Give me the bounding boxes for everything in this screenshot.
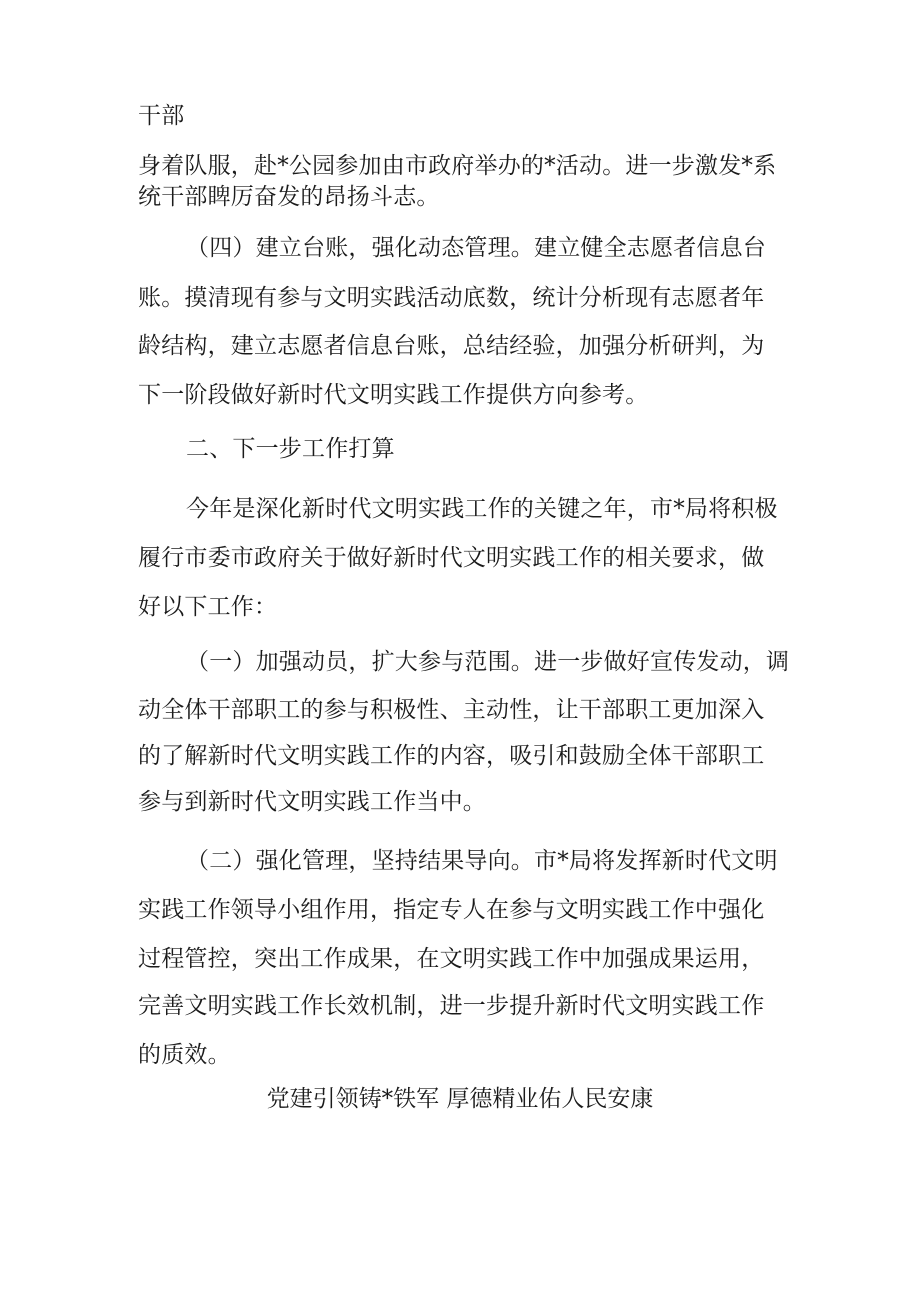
paragraph-line: 履行市委市政府关于做好新时代文明实践工作的相关要求，做 [138, 545, 765, 571]
paragraph-line: 动全体干部职工的参与积极性、主动性，让干部职工更加深入 [138, 697, 765, 723]
paragraph-line: 过程管控，突出工作成果，在文明实践工作中加强成果运用， [138, 946, 765, 972]
paragraph-line: 参与到新时代文明实践工作当中。 [138, 789, 486, 815]
paragraph-line: 下一阶段做好新时代文明实践工作提供方向参考。 [138, 382, 649, 408]
paragraph-line: 好以下工作： [138, 594, 278, 620]
paragraph-line: 的质效。 [138, 1042, 231, 1068]
section-heading-next-steps: 二、下一步工作打算 [186, 436, 395, 462]
slogan: 党建引领铸*铁军 厚德精业佑人民安康 [266, 1086, 654, 1112]
paragraph-continuation-line: 干部 [138, 103, 185, 129]
paragraph-line: 实践工作领导小组作用，指定专人在参与文明实践工作中强化 [138, 897, 765, 923]
paragraph-line: 今年是深化新时代文明实践工作的关键之年，市*局将积极 [186, 496, 778, 522]
paragraph-line: 身着队服，赴*公园参加由市政府举办的*活动。进一步激发*系 [138, 153, 777, 179]
section-4-heading-line: （四）建立台账，强化动态管理。建立健全志愿者信息台 [186, 235, 766, 261]
section-2-heading-line: （二）强化管理，坚持结果导向。市*局将发挥新时代文明 [186, 848, 778, 874]
paragraph-line: 统干部睥厉奋发的昂扬斗志。 [138, 184, 440, 210]
paragraph-line: 账。摸清现有参与文明实践活动底数，统计分析现有志愿者年 [138, 285, 765, 311]
paragraph-line: 的了解新时代文明实践工作的内容，吸引和鼓励全体干部职工 [138, 743, 765, 769]
paragraph-line: 龄结构，建立志愿者信息台账，总结经验，加强分析研判，为 [138, 333, 765, 359]
paragraph-line: 完善文明实践工作长效机制，进一步提升新时代文明实践工作 [138, 993, 765, 1019]
section-1-heading-line: （一）加强动员，扩大参与范围。进一步做好宣传发动，调 [186, 649, 790, 675]
